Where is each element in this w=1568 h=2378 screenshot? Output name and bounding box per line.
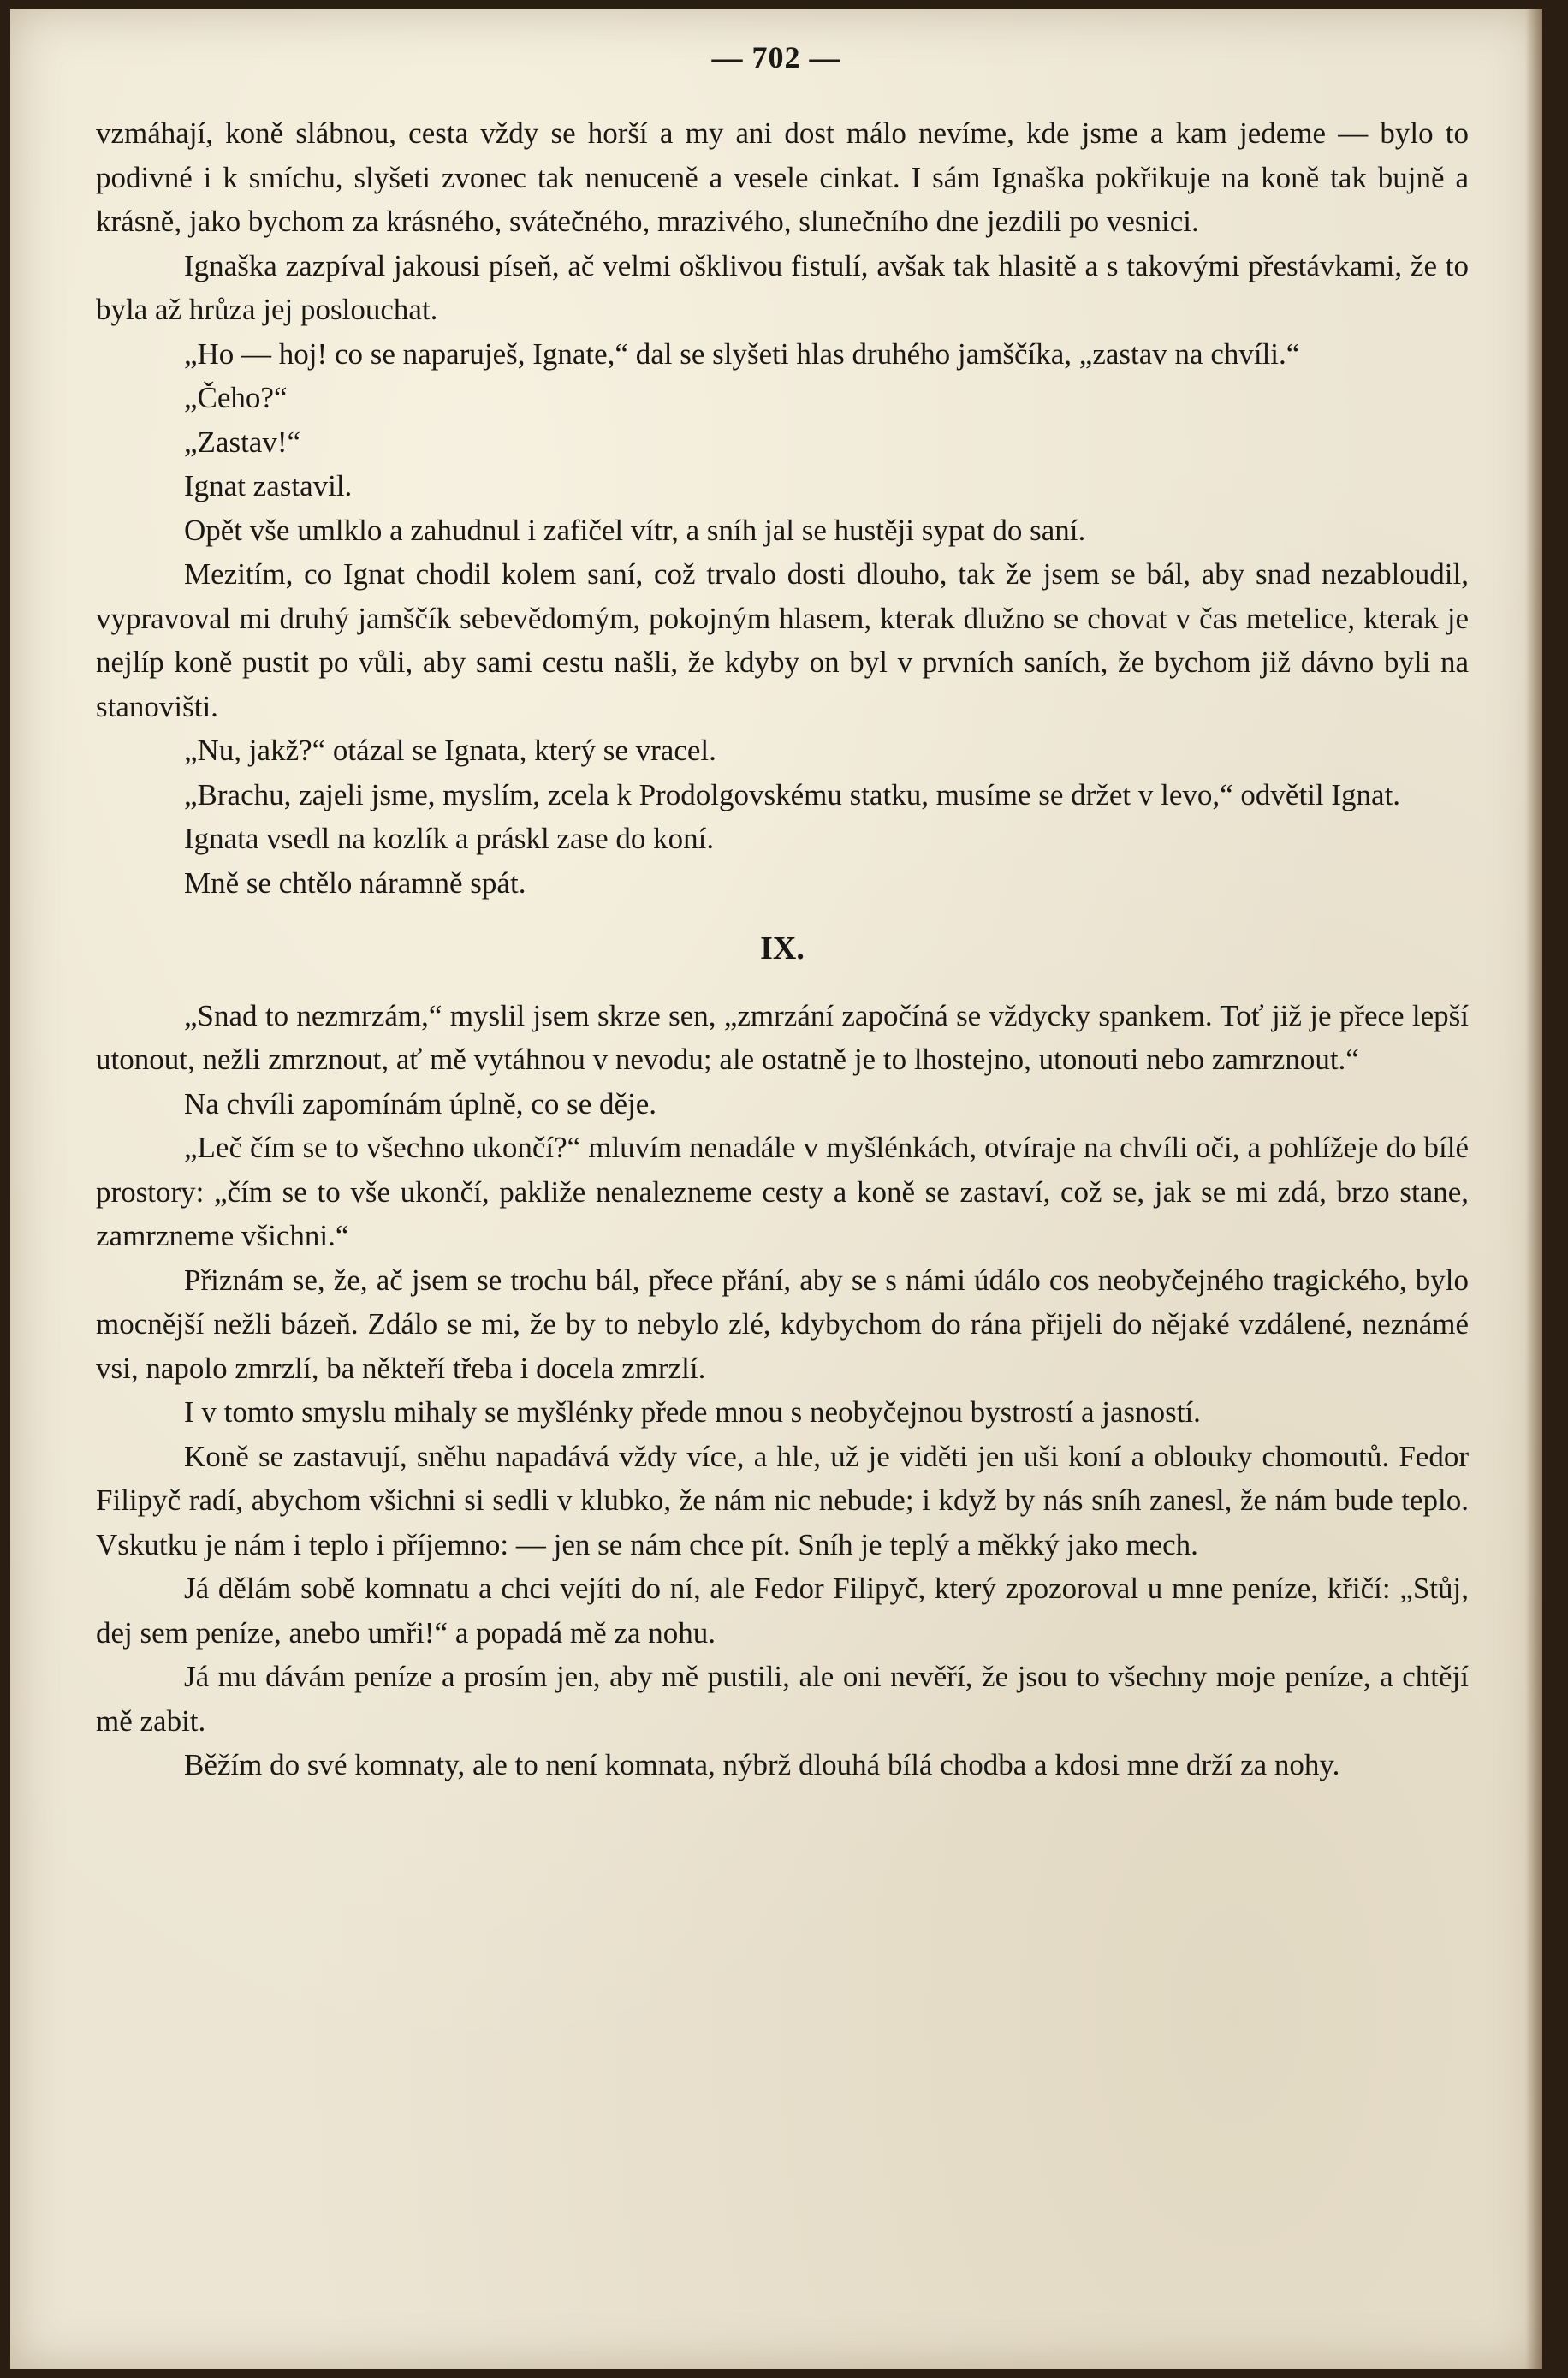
paragraph: I v tomto smyslu mihaly se myšlénky přede mnou s neobyčejnou bystrostí a jasností. [184, 1395, 1201, 1429]
chapter-heading: IX. [760, 930, 805, 966]
paragraph: „Ho — hoj! co se naparuješ, Ignate,“ dal se slyšeti hlas druhého jamščíka, „zastav na chvíli.“ [184, 336, 1300, 371]
paragraph: Opět vše umlklo a zahudnul i zafičel vítr, a sníh jal se hustěji sypat do saní. [184, 513, 1086, 547]
paragraph: Já dělám sobě komnatu a chci vejíti do ní, ale Fedor Filipyč, který zpozoroval u mne peníze, křičí: „Stůj, dej sem peníze, anebo umři!“ a popadá mě za nohu. [96, 1572, 1469, 1650]
paragraph: Já mu dávám peníze a prosím jen, aby mě pustili, ale oni nevěří, že jsou to všechny moje peníze, a chtějí mě zabit. [96, 1660, 1469, 1738]
page-number: — 702 — [711, 40, 841, 74]
paragraph: Ignaška zazpíval jakousi píseň, ač velmi ošklivou fistulí, avšak tak hlasitě a s takovými přestávkami, že to byla až hrůza jej poslouchat. [96, 248, 1469, 326]
paragraph: vzmáhají, koně slábnou, cesta vždy se horší a my ani dost málo nevíme, kde jsme a kam jedeme — bylo to podivné i k smíchu, slyšeti zvonec tak nenuceně a vesele cinkat. I sám Ignaška pokřikuje na koně tak bujně a krásně, jako bychom za krásného, svátečného, mrazivého, slunečního dne jezdili po vesnici. [96, 116, 1469, 238]
paragraph: „Leč čím se to všechno ukončí?“ mluvím nenadále v myšlénkách, otvíraje na chvíli oči, a pohlížeje do bílé prostory: „čím se to vše ukončí, pakliže nenalezneme cesty a koně se zastaví, což se, jak se mi zdá, brzo stane, zamrzneme všichni.“ [96, 1131, 1469, 1252]
paragraph: Běžím do své komnaty, ale to není komnata, nýbrž dlouhá bílá chodba a kdosi mne drží za nohy. [184, 1748, 1340, 1781]
paragraph: Mně se chtělo náramně spát. [184, 865, 526, 900]
paragraph: Ignat zastavil. [184, 469, 353, 502]
paragraph: Mezitím, co Ignat chodil kolem saní, což trvalo dosti dlouho, tak že jsem se bál, aby snad nezabloudil, vypravoval mi druhý jamščík sebevědomým, pokojným hlasem, kterak dlužno se chovat v čas metelice, kterak je nejlíp koně pustit po vůli, aby sami cestu našli, že kdyby on byl v prvních saních, že bychom již dávno byli na stanovišti. [96, 557, 1469, 723]
paragraph: Ignata vsedl na kozlík a práskl zase do koní. [184, 822, 715, 855]
book-page [10, 9, 1542, 2369]
paragraph: Koně se zastavují, sněhu napadává vždy více, a hle, už je viděti jen uši koní a oblouky chomoutů. Fedor Filipyč radí, abychom všichni si sedli v klubko, že nám nic nebude; i když by nás sníh zanesl, že nám bude teplo. Vskutku je nám i teplo i příjemno: — jen se nám chce pít. Sníh je teplý a měkký jako mech. [96, 1439, 1469, 1561]
paragraph: „Čeho?“ [184, 381, 288, 414]
paragraph: Přiznám se, že, ač jsem se trochu bál, přece přání, aby se s námi údálo cos neobyčejného tragického, bylo mocnější nežli bázeň. Zdálo se mi, že by to nebylo zlé, kdybychom do rána přijeli do nějaké vzdálené, neznámé vsi, napolo zmrzlí, ba někteří třeba i docela zmrzlí. [96, 1263, 1469, 1385]
page-edge-shadow [1525, 9, 1542, 2369]
paragraph: „Snad to nezmrzám,“ myslil jsem skrze sen, „zmrzání započíná se vždycky spankem. Toť již je přece lepší utonout, nežli zmrznout, ať mě vytáhnou v nevodu; ale ostatně je to lhostejno, utonouti nebo zamrznout.“ [96, 998, 1469, 1076]
paragraph: „Nu, jakž?“ otázal se Ignata, který se vracel. [184, 734, 716, 767]
paragraph: „Zastav!“ [184, 425, 301, 459]
page-body [96, 111, 1469, 1787]
paragraph: „Brachu, zajeli jsme, myslím, zcela k Prodolgovskému statku, musíme se držet v levo,“ odvětil Ignat. [184, 777, 1401, 811]
paragraph: Na chvíli zapomínám úplně, co se děje. [184, 1086, 657, 1121]
